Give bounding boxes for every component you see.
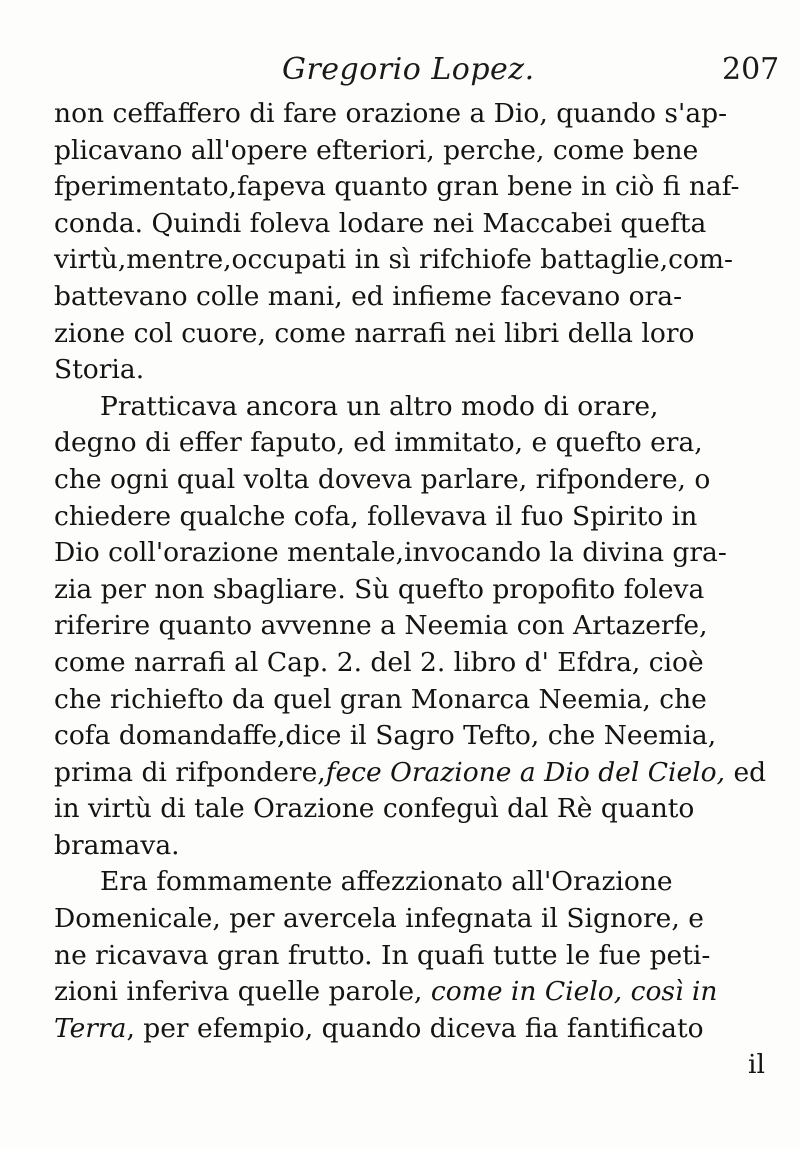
text-line: fperimentato,fapeva quanto gran bene in ciò fi naf- bbox=[54, 171, 740, 203]
running-head: Gregorio Lopez. bbox=[282, 52, 535, 87]
text-line: plicavano all'opere efteriori, perche, come bene bbox=[54, 134, 699, 166]
paragraph-start-line: Era fommamente affezzionato all'Orazione bbox=[100, 866, 673, 898]
text-line-mixed bbox=[54, 755, 794, 792]
text-run: zioni inferiva quelle parole, bbox=[54, 976, 431, 1008]
text-line: riferire quanto avvenne a Neemia con Artazerfe, bbox=[54, 610, 708, 642]
text-line: chiedere qualche cofa, follevava il fuo Spirito in bbox=[54, 500, 698, 532]
text-line: battevano colle mani, ed infieme facevano ora- bbox=[54, 280, 683, 312]
text-line: cofa domandaffe,dice il Sagro Tefto, che Neemia, bbox=[54, 720, 717, 752]
text-line: che richiefto da quel gran Monarca Neemia, che bbox=[54, 683, 707, 715]
page-header bbox=[0, 52, 800, 92]
text-line: che ogni qual volta doveva parlare, rifpondere, o bbox=[54, 463, 711, 495]
body-text bbox=[54, 96, 794, 1084]
text-line: in virtù di tale Orazione confeguì dal Rè quanto bbox=[54, 793, 695, 825]
catchword: il bbox=[748, 1049, 765, 1081]
text-line: conda. Quindi foleva lodare nei Maccabei quefta bbox=[54, 207, 707, 239]
text-line: Storia. bbox=[54, 354, 145, 386]
text-line: Domenicale, per avercela infegnata il Signore, e bbox=[54, 903, 704, 935]
text-run: prima di rifpondere, bbox=[54, 756, 326, 788]
text-line: ne ricavava gran frutto. In quafi tutte le fue peti- bbox=[54, 939, 711, 971]
text-line: bramava. bbox=[54, 829, 180, 861]
text-line: non ceffaffero di fare orazione a Dio, quando s'ap- bbox=[54, 98, 728, 129]
text-line-mixed bbox=[54, 1011, 794, 1048]
text-run: ed bbox=[725, 756, 767, 788]
paragraph-start-line: Pratticava ancora un altro modo di orare, bbox=[100, 390, 659, 422]
text-run: , per efempio, quando diceva fia fantificato bbox=[126, 1012, 704, 1044]
text-line: degno di effer faputo, ed immitato, e quefto era, bbox=[54, 427, 703, 459]
text-line: zione col cuore, come narrafi nei libri della loro bbox=[54, 317, 695, 349]
text-line: Dio coll'orazione mentale,invocando la divina gra- bbox=[54, 537, 727, 569]
italic-quote: come in Cielo, così in bbox=[430, 976, 718, 1008]
text-line: zia per non sbagliare. Sù quefto propofito foleva bbox=[54, 573, 705, 605]
page-number: 207 bbox=[722, 52, 780, 87]
text-line: come narrafi al Cap. 2. del 2. libro d' Efdra, cioè bbox=[54, 646, 704, 678]
text-line: virtù,mentre,occupati in sì rifchiofe battaglie,com- bbox=[54, 244, 733, 276]
italic-quote: fece Orazione a Dio del Cielo, bbox=[325, 756, 726, 788]
text-line-mixed bbox=[54, 974, 794, 1011]
italic-quote: Terra bbox=[54, 1012, 127, 1044]
